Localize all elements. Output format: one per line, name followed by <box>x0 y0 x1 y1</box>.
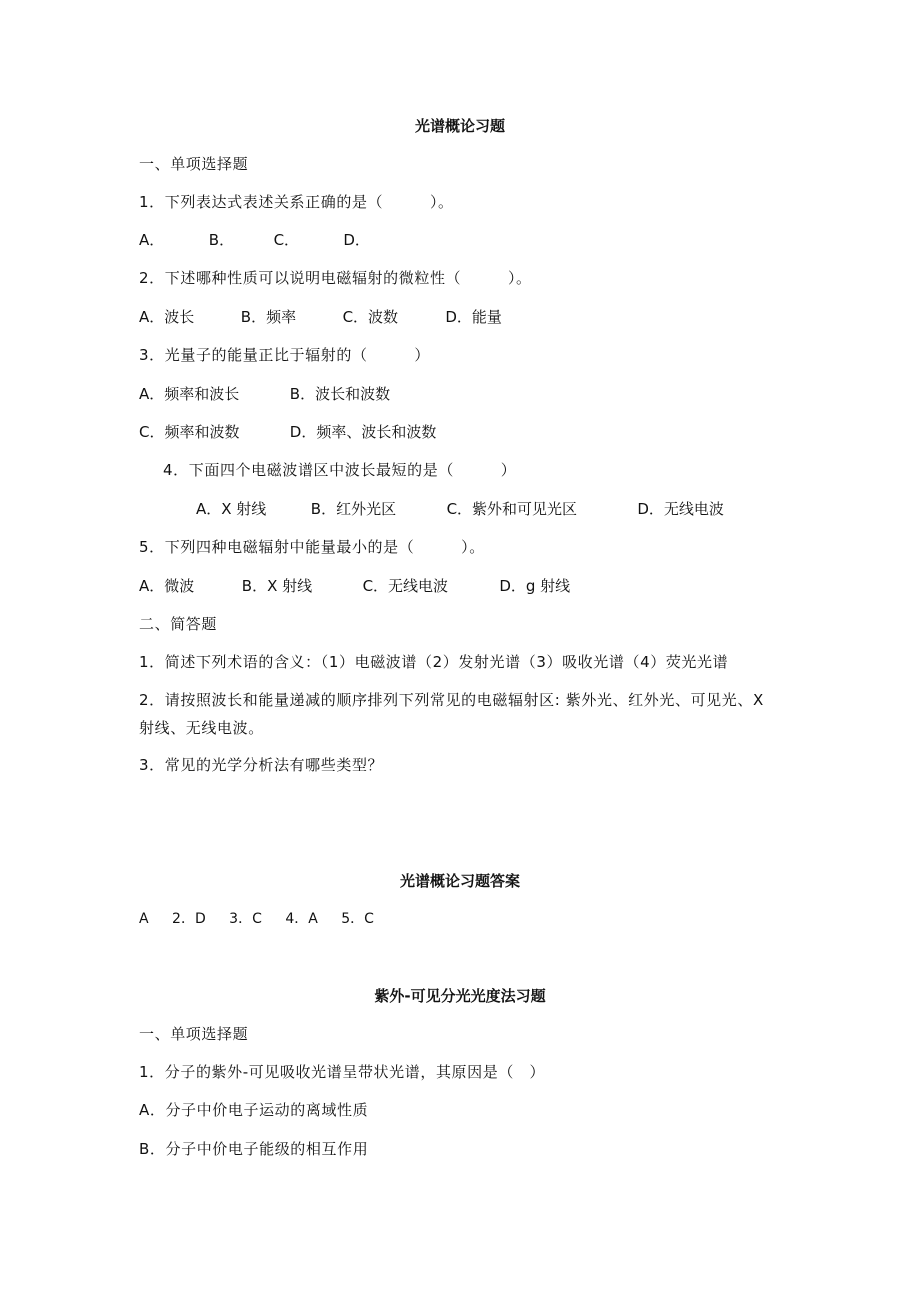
section2-q1-option-b: B．分子中价电子能级的相互作用 <box>139 1140 369 1158</box>
answers-row <box>139 909 393 929</box>
question-3-options-row1 <box>139 384 390 404</box>
q3-option-a: A．频率和波长 <box>139 385 240 403</box>
section1-part2-heading: 二、简答题 <box>139 615 218 633</box>
question-1: 1．下列表达式表述关系正确的是（ ）。 <box>139 193 454 211</box>
question-5-options <box>139 576 570 596</box>
q3-option-d: D．频率、波长和波数 <box>289 423 437 441</box>
answer-4: 4．A <box>285 911 318 927</box>
section1-part1-heading: 一、单项选择题 <box>139 155 249 173</box>
question-3: 3．光量子的能量正比于辐射的（ ） <box>139 346 430 364</box>
q5-option-b: B．X 射线 <box>241 577 313 595</box>
section2-question-1: 1．分子的紫外-可见吸收光谱呈带状光谱，其原因是（ ） <box>139 1063 546 1081</box>
answer-1: A <box>139 911 149 927</box>
question-5: 5．下列四种电磁辐射中能量最小的是（ ）。 <box>139 538 485 556</box>
q1-option-c: C． <box>273 231 300 249</box>
answer-5: 5．C <box>341 911 374 927</box>
section2-title: 紫外-可见分光光度法习题 <box>374 987 546 1005</box>
q2-option-a: A．波长 <box>139 308 195 326</box>
answer-2: 2．D <box>172 911 206 927</box>
q3-option-c: C．频率和波数 <box>139 423 240 441</box>
section2-part1-heading: 一、单项选择题 <box>139 1025 249 1043</box>
q1-option-b: B． <box>208 231 235 249</box>
q2-option-b: B．频率 <box>240 308 297 326</box>
short-answer-3: 3．常见的光学分析法有哪些类型？ <box>139 756 384 774</box>
question-3-options-row2 <box>139 422 436 442</box>
section1-title: 光谱概论习题 <box>414 117 505 135</box>
question-2-options <box>139 307 502 327</box>
q1-option-a: A． <box>139 231 165 249</box>
question-2: 2．下述哪种性质可以说明电磁辐射的微粒性（ ）。 <box>139 269 532 287</box>
q5-option-d: D．g 射线 <box>499 577 571 595</box>
q2-option-c: C．波数 <box>342 308 399 326</box>
section2-q1-option-a: A．分子中价电子运动的离域性质 <box>139 1101 369 1119</box>
answer-3: 3．C <box>229 911 262 927</box>
q1-option-d: D． <box>343 231 370 249</box>
q3-option-b: B．波长和波数 <box>289 385 391 403</box>
q5-option-a: A．微波 <box>139 577 195 595</box>
q4-option-d: D．无线电波 <box>637 500 724 518</box>
question-4: 4．下面四个电磁波谱区中波长最短的是（ ） <box>163 461 517 479</box>
answers-title: 光谱概论习题答案 <box>399 872 520 890</box>
q2-option-d: D．能量 <box>445 308 502 326</box>
question-4-options <box>196 499 724 519</box>
short-answer-2: 2．请按照波长和能量递减的顺序排列下列常见的电磁辐射区: 紫外光、红外光、可见光、X 射线、无线电波。 <box>139 691 764 737</box>
q4-option-a: A．X 射线 <box>196 500 267 518</box>
q4-option-c: C．紫外和可见光区 <box>446 500 578 518</box>
short-answer-1: 1．简述下列术语的含义：（1）电磁波谱（2）发射光谱（3）吸收光谱（4）荧光光谱 <box>139 653 729 671</box>
q5-option-c: C．无线电波 <box>362 577 449 595</box>
q4-option-b: B．红外光区 <box>310 500 397 518</box>
question-1-options <box>139 230 370 250</box>
